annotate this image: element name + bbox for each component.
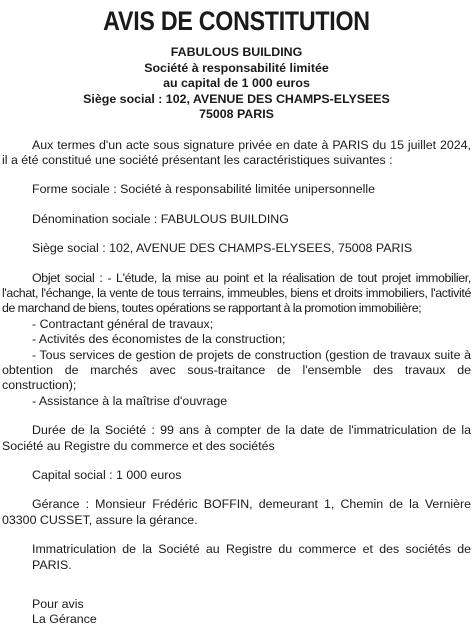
- objet-social-item: - Contractant général de travaux;: [32, 316, 214, 331]
- company-seat-line1: Siège social : 102, AVENUE DES CHAMPS-ELYSEES: [83, 91, 390, 106]
- notice-title: AVIS DE CONSTITUTION: [103, 6, 370, 36]
- immatriculation: Immatriculation de la Société au Registre du commerce et des sociétés de PARIS.: [32, 542, 471, 572]
- company-header: [2, 45, 471, 123]
- legal-notice: [0, 6, 473, 627]
- capital-social: Capital social : 1 000 euros: [32, 468, 182, 482]
- objet-social-item: - Activités des économistes de la construction;: [32, 332, 286, 347]
- duree-societe: Durée de la Société : 99 ans à compter de la date de l'immatriculation de la Société au Registre du commerce et des sociétés: [2, 423, 471, 453]
- company-capital: au capital de 1 000 euros: [163, 76, 310, 90]
- gerance: Gérance : Monsieur Frédéric BOFFIN, demeurant 1, Chemin de la Vernière 03300 CUSSET, assure la gérance.: [2, 497, 471, 527]
- forme-sociale: Forme sociale : Société à responsabilité limitée unipersonnelle: [32, 182, 375, 197]
- company-name: FABULOUS BUILDING: [170, 45, 303, 59]
- objet-social-item: - Assistance à la maîtrise d'ouvrage: [32, 393, 228, 408]
- siege-social: Siège social : 102, AVENUE DES CHAMPS-ELYSEES, 75008 PARIS: [32, 241, 413, 256]
- closing-pour-avis: Pour avis: [32, 597, 84, 612]
- company-legal-form: Société à responsabilité limitée: [144, 60, 329, 75]
- objet-social-main: Objet social : - L'étude, la mise au point et la réalisation de tout projet immobilier, l'achat, l'échange, la vente de tous terrains, immeubles, biens et droits immobiliers, l'activité de marchand de biens, toutes opérations se rapportant à la promotion immobilière;: [2, 270, 471, 316]
- closing-signature: La Gérance: [32, 612, 97, 627]
- company-seat-line2: 75008 PARIS: [199, 107, 274, 121]
- intro-paragraph: Aux termes d'un acte sous signature privée en date à PARIS du 15 juillet 2024, il a été constitué une société présentant les caractéristiques suivantes :: [2, 137, 471, 167]
- notice-body: [2, 138, 471, 628]
- objet-social-item: - Tous services de gestion de projets de construction (gestion de travaux suite à obtention de marchés avec sous-traitance de l'ensemble des travaux de construction);: [2, 347, 471, 393]
- denomination-sociale: Dénomination sociale : FABULOUS BUILDING: [32, 211, 289, 226]
